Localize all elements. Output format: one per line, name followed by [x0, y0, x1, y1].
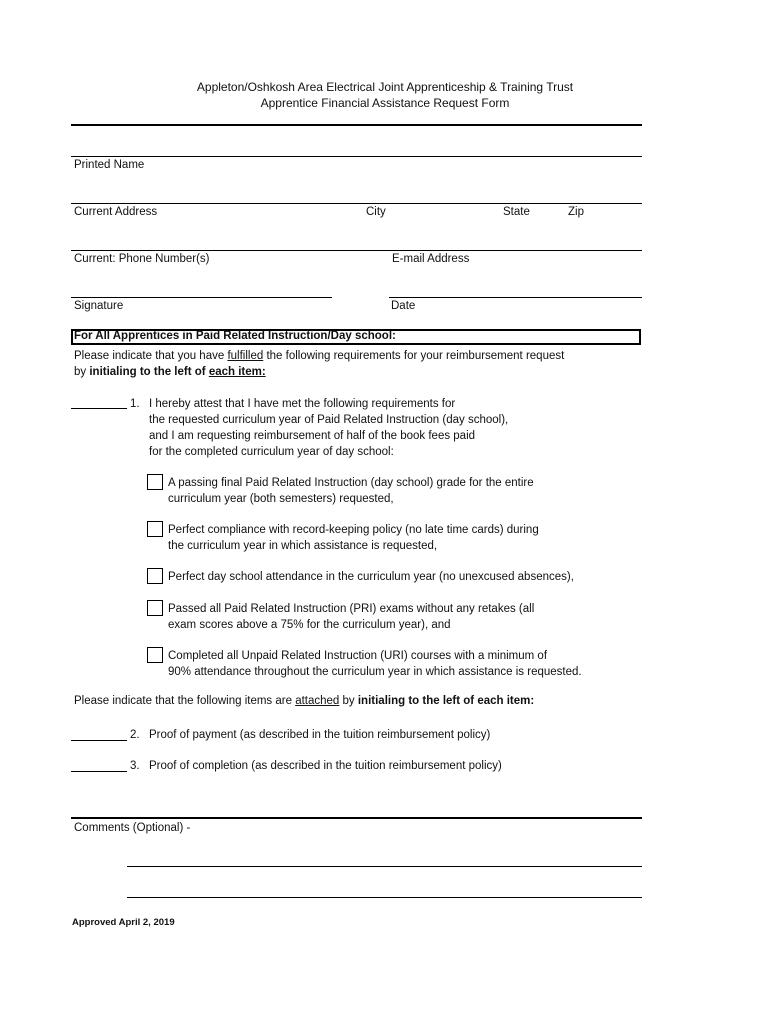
item-1-initial-blank[interactable]: [71, 408, 127, 409]
item-1-number: 1.: [130, 398, 140, 410]
requirement-text: the curriculum year in which assistance is requested,: [168, 540, 438, 552]
printed-name-line[interactable]: [71, 156, 642, 157]
comments-label: Comments (Optional) -: [74, 822, 191, 834]
zip-label: Zip: [568, 206, 584, 218]
header-divider: [71, 124, 642, 126]
item-3-number: 3.: [130, 760, 140, 772]
comments-line-2[interactable]: [127, 897, 642, 898]
instruction-text: Please indicate that you have: [74, 350, 228, 362]
attached-text: by: [339, 695, 358, 707]
state-label: State: [503, 206, 530, 218]
requirement-checkbox-uri-courses[interactable]: [147, 647, 163, 663]
date-label: Date: [391, 300, 416, 312]
instruction-text: by: [74, 366, 90, 378]
instruction-each-item: each item:: [208, 366, 266, 378]
instruction-line-1: [74, 348, 564, 364]
item-1-line: for the completed curriculum year of day school:: [149, 446, 394, 458]
attached-word: attached: [295, 695, 340, 707]
requirement-text: curriculum year (both semesters) requested,: [168, 493, 394, 505]
printed-name-label: Printed Name: [74, 159, 145, 171]
requirement-text: Completed all Unpaid Related Instruction (URI) courses with a minimum of: [168, 650, 548, 662]
requirement-checkbox-passing-grade[interactable]: [147, 474, 163, 490]
item-1-line: the requested curriculum year of Paid Related Instruction (day school),: [149, 414, 509, 426]
address-line[interactable]: [71, 203, 642, 204]
signature-line[interactable]: [71, 297, 332, 298]
requirement-text: exam scores above a 75% for the curriculum year), and: [168, 619, 451, 631]
instruction-line-2: [74, 364, 266, 380]
requirement-text: Perfect day school attendance in the curriculum year (no unexcused absences),: [168, 571, 574, 583]
phone-label: Current: Phone Number(s): [74, 253, 210, 265]
comments-line-1[interactable]: [127, 866, 642, 867]
instruction-initialing: initialing to the left of: [89, 366, 209, 378]
form-title: Apprentice Financial Assistance Request Form: [260, 96, 510, 110]
attached-instruction: [74, 693, 534, 709]
item-2-number: 2.: [130, 729, 140, 741]
current-address-label: Current Address: [74, 206, 158, 218]
phone-email-line[interactable]: [71, 250, 642, 251]
attached-text: Please indicate that the following items are: [74, 695, 296, 707]
item-3-initial-blank[interactable]: [71, 771, 127, 772]
instruction-fulfilled: fulfilled: [227, 350, 264, 362]
requirement-checkbox-record-keeping[interactable]: [147, 521, 163, 537]
instruction-text: the following requirements for your reimbursement request: [263, 350, 565, 362]
item-2-text: Proof of payment (as described in the tuition reimbursement policy): [149, 729, 491, 741]
requirement-text: Passed all Paid Related Instruction (PRI) exams without any retakes (all: [168, 603, 535, 615]
approval-footer: Approved April 2, 2019: [72, 917, 175, 928]
requirement-checkbox-attendance[interactable]: [147, 568, 163, 584]
comments-divider: [71, 817, 642, 819]
item-1-line: I hereby attest that I have met the following requirements for: [149, 398, 456, 410]
item-2-initial-blank[interactable]: [71, 740, 127, 741]
attached-initialing: initialing to the left of each item:: [357, 695, 535, 707]
city-label: City: [366, 206, 386, 218]
signature-label: Signature: [74, 300, 124, 312]
section-title: For All Apprentices in Paid Related Instruction/Day school:: [74, 330, 396, 342]
requirement-text: 90% attendance throughout the curriculum year in which assistance is requested.: [168, 666, 582, 678]
requirement-text: Perfect compliance with record-keeping policy (no late time cards) during: [168, 524, 539, 536]
requirement-checkbox-pri-exams[interactable]: [147, 600, 163, 616]
item-1-line: and I am requesting reimbursement of half of the book fees paid: [149, 430, 476, 442]
requirement-text: A passing final Paid Related Instruction (day school) grade for the entire: [168, 477, 534, 489]
date-line[interactable]: [389, 297, 642, 298]
item-3-text: Proof of completion (as described in the tuition reimbursement policy): [149, 760, 502, 772]
email-label: E-mail Address: [392, 253, 470, 265]
form-org-title: Appleton/Oshkosh Area Electrical Joint Apprenticeship & Training Trust: [196, 80, 574, 94]
